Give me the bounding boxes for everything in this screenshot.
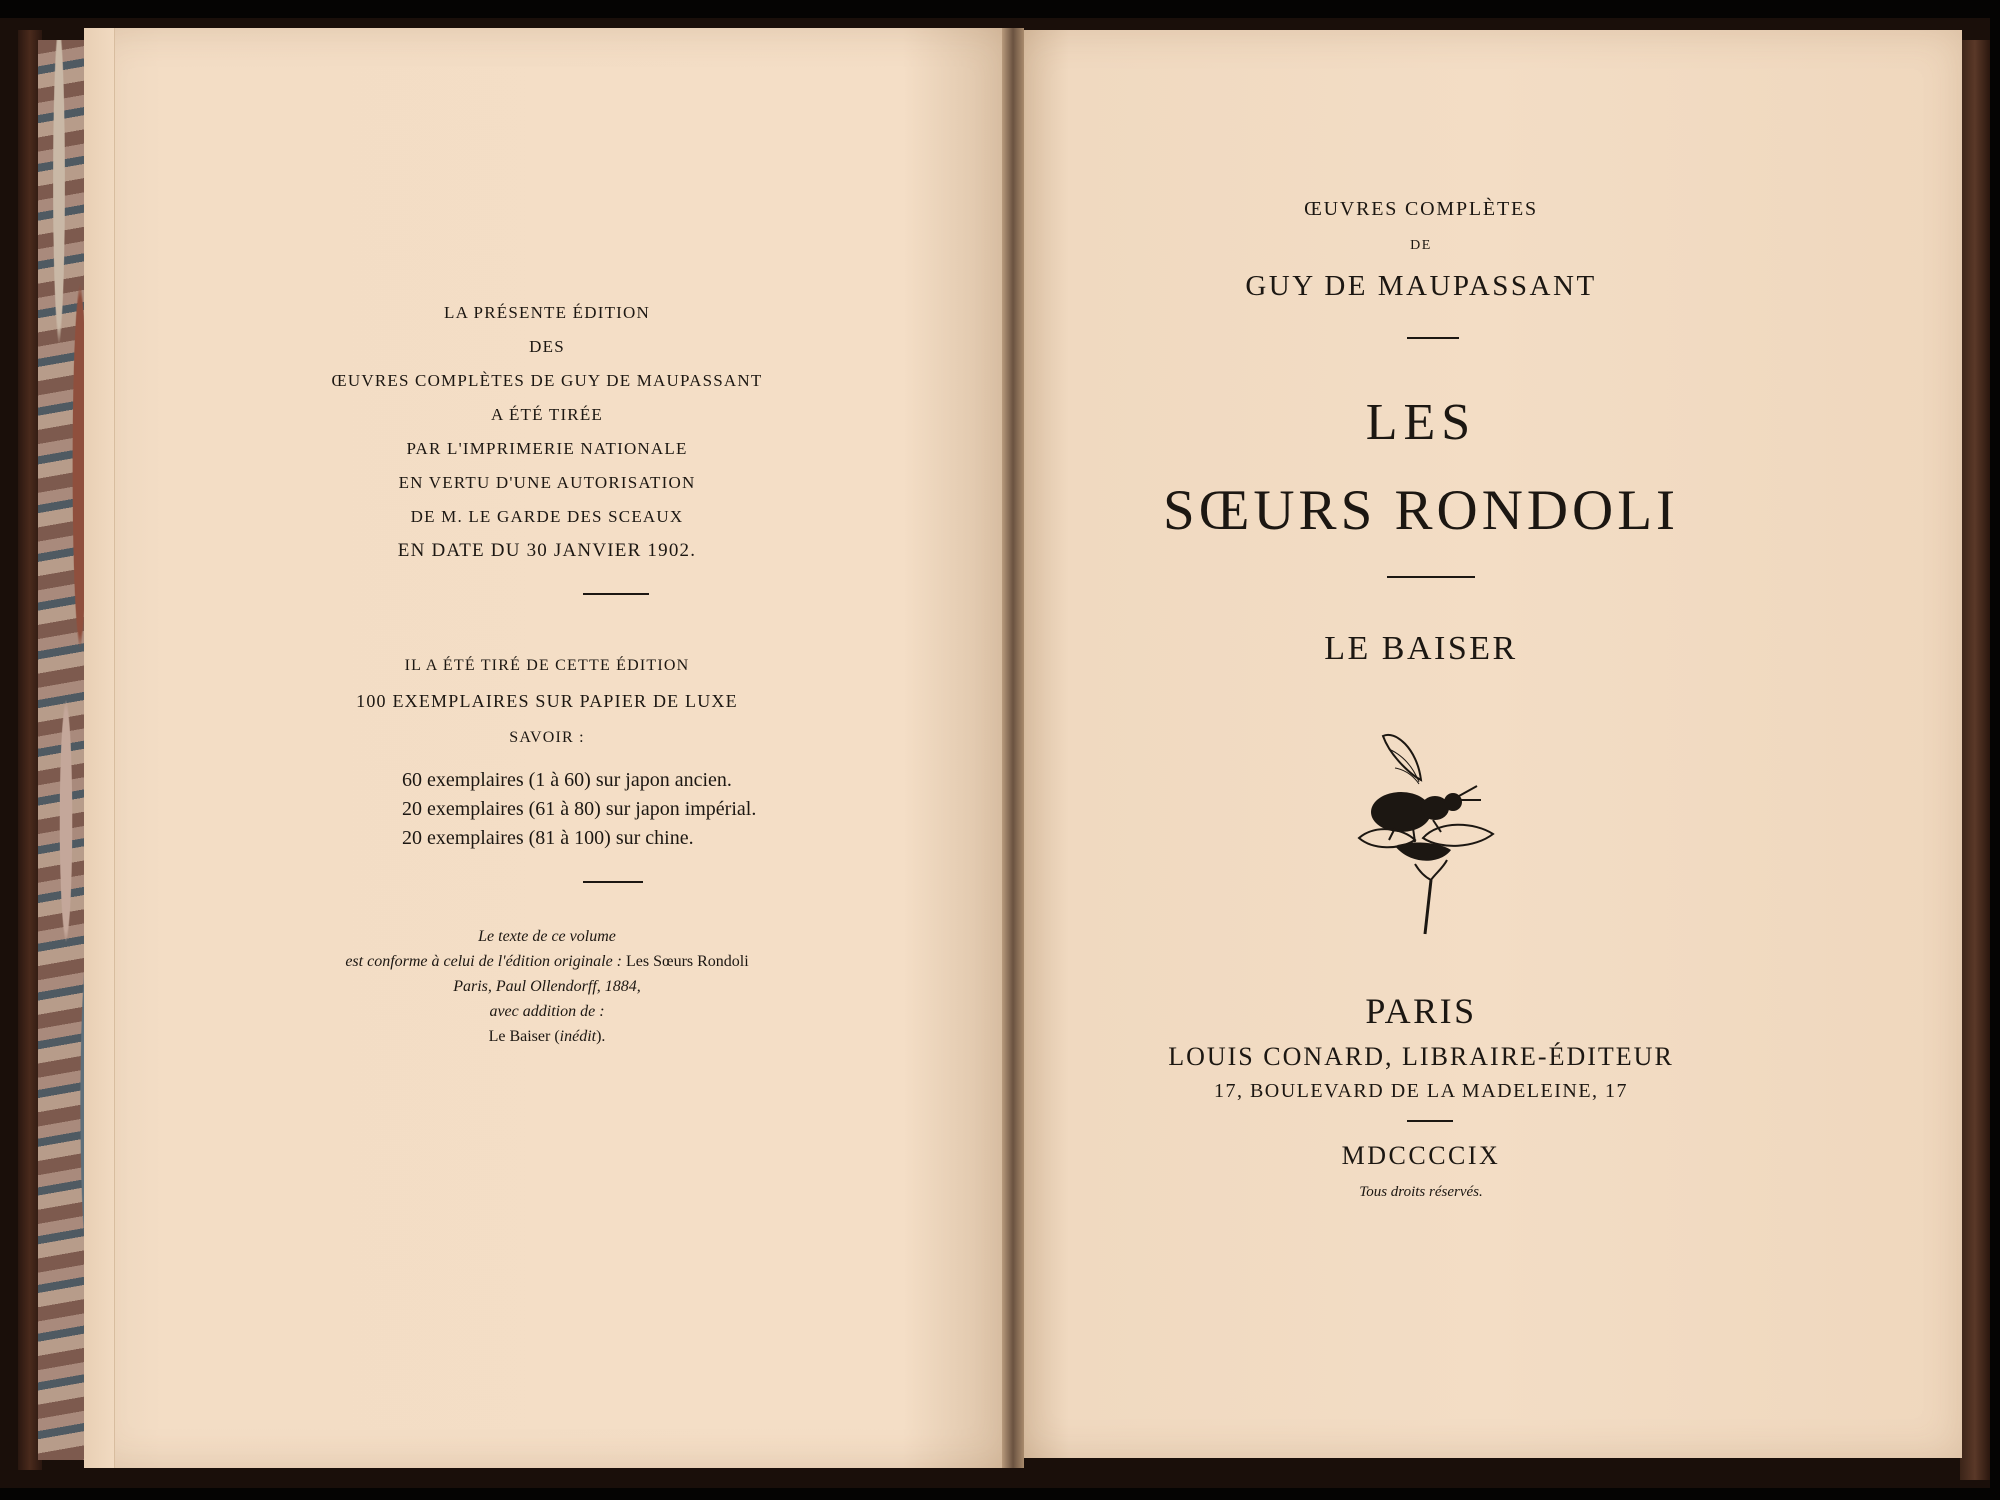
author-name: GUY DE MAUPASSANT — [1245, 270, 1597, 302]
note-text: inédit — [559, 1028, 597, 1045]
publisher-address: 17, BOULEVARD DE LA MADELEINE, 17 — [1213, 1080, 1629, 1102]
book-subtitle: LE BAISER — [1324, 630, 1518, 667]
publication-city: PARIS — [1365, 991, 1477, 1031]
note-title: Les Sœurs Rondoli — [626, 953, 749, 970]
bee-on-flower-icon — [1355, 728, 1505, 938]
note-line — [84, 949, 1010, 974]
copies-line: 60 exemplaires (1 à 60) sur japon ancien. — [402, 769, 732, 791]
book-title-line-2: SŒURS RONDOLI — [1163, 479, 1679, 542]
book-title-line-1: LES — [1365, 394, 1477, 451]
statement-line: ŒUVRES COMPLÈTES DE GUY DE MAUPASSANT — [331, 371, 763, 390]
right-cover-board — [1960, 40, 1990, 1480]
note-line: avec addition de : — [489, 1003, 605, 1020]
divider-rule — [583, 881, 643, 883]
statement-line: LA PRÉSENTE ÉDITION — [443, 303, 650, 322]
publication-year: MDCCCCIX — [1341, 1141, 1501, 1170]
statement-line: EN VERTU D'UNE AUTORISATION — [398, 473, 696, 492]
divider-rule — [583, 593, 649, 595]
divider-rule — [1407, 1120, 1453, 1122]
note-line: Paris, Paul Ollendorff, 1884, — [453, 978, 641, 995]
note-text: est conforme à celui de l'édition originale : — [345, 953, 627, 970]
series-de: DE — [1410, 238, 1432, 253]
statement-line: DE M. LE GARDE DES SCEAUX — [410, 507, 684, 526]
statement-line: PAR L'IMPRIMERIE NATIONALE — [406, 439, 688, 458]
note-line: Le texte de ce volume — [478, 928, 616, 945]
copies-line: 20 exemplaires (61 à 80) sur japon impérial. — [402, 798, 757, 820]
rights-notice: Tous droits réservés. — [1359, 1184, 1483, 1200]
divider-rule — [1387, 576, 1475, 578]
print-run-savoir: SAVOIR : — [509, 729, 585, 746]
print-run-intro: IL A ÉTÉ TIRÉ DE CETTE ÉDITION — [404, 657, 690, 674]
divider-rule — [1407, 337, 1459, 339]
statement-line: DES — [529, 337, 565, 356]
statement-line: EN DATE DU 30 JANVIER 1902. — [397, 540, 697, 561]
publisher-name: LOUIS CONARD, LIBRAIRE-ÉDITEUR — [1168, 1042, 1674, 1071]
note-line — [84, 1024, 1010, 1049]
series-title: ŒUVRES COMPLÈTES — [1304, 198, 1538, 220]
print-run-count: 100 EXEMPLAIRES SUR PAPIER DE LUXE — [356, 691, 738, 711]
copies-list — [402, 766, 756, 853]
edition-statement — [84, 296, 1010, 568]
copies-line: 20 exemplaires (81 à 100) sur chine. — [402, 827, 694, 849]
print-run-block — [84, 651, 1010, 755]
statement-line: A ÉTÉ TIRÉE — [490, 405, 604, 424]
note-text: ). — [596, 1028, 606, 1045]
note-title: Le Baiser ( — [488, 1028, 560, 1045]
text-source-note — [84, 924, 1010, 1049]
